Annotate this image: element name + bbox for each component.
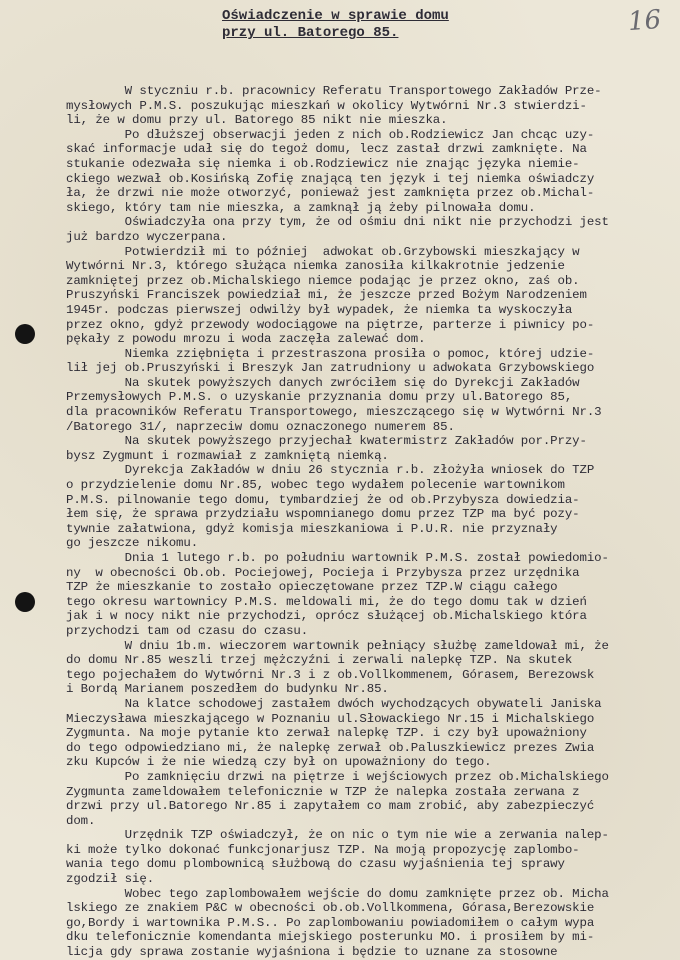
text-line: jak i w nocy nikt nie przychodzi, oprócz służącej ob.Michalskiego która: [66, 609, 587, 624]
punch-hole: [15, 324, 35, 344]
text-line: P.M.S. pilnowanie tego domu, tymbardziej że od ob.Przybysza dowiedzia-: [66, 492, 580, 507]
text-line: Dyrekcja Zakładów w dniu 26 stycznia r.b. złożyła wniosek do TZP: [66, 463, 595, 478]
title-line: Oświadczenie w sprawie domu: [222, 8, 449, 24]
text-line: zgodził się.: [66, 872, 155, 887]
text-line: go,Bordy i wartownika P.M.S.. Po zaplombowaniu powiadomiłem o całym wypa: [66, 915, 595, 930]
text-line: Zygmunta. Na moje pytanie kto zerwał nalepkę TZP. i czy był upoważniony: [66, 726, 587, 741]
text-line: /Batorego 31/, naprzeciw domu oznaczonego numerem 85.: [66, 419, 455, 434]
text-line: go jeszcze nikomu.: [66, 536, 199, 551]
paragraph: [66, 376, 680, 434]
title-line: przy ul. Batorego 85.: [222, 25, 399, 41]
text-line: Na skutek powyższego przyjechał kwatermistrz Zakładów por.Przy-: [66, 434, 587, 449]
paragraph: [66, 128, 680, 216]
paragraph: [66, 770, 680, 828]
text-line: Dnia 1 lutego r.b. po południu wartownik P.M.S. został powiedomio-: [66, 551, 609, 565]
document-body: [66, 84, 680, 960]
text-line: o przydzielenie domu Nr.85, wobec tego wydałem polecenie wartownikom: [66, 478, 565, 493]
paragraph: [66, 245, 680, 347]
paragraph: [66, 887, 680, 960]
paragraph: [66, 639, 680, 697]
text-line: dku telefonicznie komendanta miejskiego posterunku MO. i prosiłem by mi-: [66, 930, 595, 945]
text-line: skać informacje udał się do tegoż domu, lecz zastał drzwi zamknięte. Na: [66, 142, 587, 157]
text-line: łem się, że sprawa przydziału wspomnianego domu przez TZP ma być pozy-: [66, 507, 580, 522]
text-line: Po zamknięciu drzwi na piętrze i wejściowych przez ob.Michalskiego: [66, 769, 609, 784]
text-line: W dniu 1b.m. wieczorem wartownik pełniący służbę zameldował mi, że: [66, 638, 609, 653]
text-line: stukanie odezwała się niemka i ob.Rodziewicz nie znając języka niemie-: [66, 156, 580, 171]
text-line: Oświadczyła ona przy tym, że od ośmiu dni nikt nie przychodzi jest: [66, 215, 609, 230]
text-line: drzwi przy ul.Batorego Nr.85 i zapytałem co mam zrobić, aby zabezpieczyć: [66, 799, 595, 814]
paragraph: [66, 347, 680, 376]
text-line: wania tego domu plombownicą służbową do czasu wyjaśnienia tej sprawy: [66, 857, 565, 872]
paragraph: [66, 215, 680, 244]
text-line: ny w obecności Ob.ob. Pociejowej, Pocieja i Przybysza przez urzędnika: [66, 565, 580, 580]
text-line: już bardzo wyczerpana.: [66, 229, 228, 244]
text-line: 1945r. podczas pierwszej odwilży był wypadek, że niemka ta wyskoczyła: [66, 302, 573, 317]
text-line: Na klatce schodowej zastałem dwóch wychodzących obywateli Janiska: [66, 696, 602, 711]
paragraph: [66, 84, 680, 128]
text-line: Zygmunta zameldowałem telefonicznie w TZP że nalepka została zerwana z: [66, 784, 580, 799]
text-line: Wytwórni Nr.3, którego służąca niemka zanosiła kilkakrotnie jedzenie: [66, 259, 565, 274]
paragraph: [66, 434, 680, 463]
text-line: Niemka zziębnięta i przestraszona prosiła o pomoc, której udzie-: [66, 346, 595, 361]
text-line: ki może tylko dokonać funkcjonarjusz TZP. Na moją propozycję zaplombo-: [66, 842, 580, 857]
text-line: TZP że mieszkanie to zostało opieczętowane przez TZP.W ciągu całego: [66, 580, 558, 595]
text-line: przez okno, gdyż przewody wodociągowe na piętrze, parterze i piwnicy po-: [66, 317, 595, 332]
text-line: dom.: [66, 813, 96, 828]
text-line: licja gdy sprawa zostanie wyjaśniona i będzie to uznane za stosowne: [66, 945, 558, 960]
text-line: lskiego ze znakiem P&C w obecności ob.ob.Vollkommena, Górasa,Berezowskie: [66, 901, 595, 916]
punch-hole: [15, 592, 35, 612]
text-line: Po dłuższej obserwacji jeden z nich ob.Rodziewicz Jan chcąc uzy-: [66, 127, 595, 142]
text-line: mysłowych P.M.S. poszukując mieszkań w okolicy Wytwórni Nr.3 stwierdzi-: [66, 98, 587, 113]
paragraph: [66, 551, 680, 639]
text-line: Mieczysława mieszkającego w Poznaniu ul.Słowackiego Nr.15 i Michalskiego: [66, 711, 595, 726]
document-title: [222, 8, 482, 42]
text-line: tywnie załatwiona, gdyż komisja mieszkaniowa i P.U.R. nie przyznały: [66, 521, 558, 536]
text-line: Potwierdził mi to później adwokat ob.Grzybowski mieszkający w: [66, 244, 580, 259]
text-line: do domu Nr.85 weszli trzej mężczyźni i zerwali nalepkę TZP. Na skutek: [66, 653, 573, 668]
text-line: przychodzi tam od czasu do czasu.: [66, 623, 309, 638]
text-line: ła, że drzwi nie może otworzyć, ponieważ jest zamknięta przez ob.Michal-: [66, 186, 595, 201]
text-line: tego pojechałem do Wytwórni Nr.3 i z ob.Vollkommenem, Górasem, Berezowsk: [66, 667, 595, 682]
text-line: ckiego wezwał ob.Kosińską Zofię znającą ten język i tej niemka oświadczy: [66, 171, 595, 186]
text-line: skiego, który tam nie mieszka, a zamknął ją żeby pilnowała domu.: [66, 200, 536, 215]
text-line: tego okresu wartownicy P.M.S. meldowali mi, że do tego domu tak w dzień: [66, 594, 587, 609]
text-line: pękały z powodu mrozu i woda zaczęła zalewać dom.: [66, 332, 426, 347]
text-line: li, że w domu przy ul. Batorego 85 nikt nie mieszka.: [66, 113, 448, 128]
text-line: zku Kupców i że nie wiedzą czy był on upoważniony do tego.: [66, 755, 492, 770]
handwritten-page-number: 16: [626, 4, 663, 38]
paragraph: [66, 697, 680, 770]
text-line: Na skutek powyższych danych zwróciłem się do Dyrekcji Zakładów: [66, 375, 580, 390]
paragraph: [66, 463, 680, 551]
text-line: W styczniu r.b. pracownicy Referatu Transportowego Zakładów Prze-: [66, 84, 602, 98]
text-line: dla pracowników Referatu Transportowego, mieszczącego się w Wytwórni Nr.3: [66, 405, 602, 420]
paragraph: [66, 828, 680, 886]
text-line: bysz Zygmunt i rozmawiał z zamkniętą niemką.: [66, 448, 389, 463]
text-line: Przemysłowych P.M.S. o uzyskanie przyznania domu przy ul.Batorego 85,: [66, 390, 573, 405]
text-line: Pruszyński Franciszek powiedział mi, że jeszcze przed Bożym Narodzeniem: [66, 288, 587, 303]
text-line: Wobec tego zaplombowałem wejście do domu zamknięte przez ob. Micha: [66, 886, 609, 901]
text-line: lił jej ob.Pruszyński i Breszyk Jan zatrudniony u adwokata Grzybowskiego: [66, 361, 595, 376]
text-line: zamkniętej przez ob.Michalskiego niemce podając je przez okno, zaś ob.: [66, 273, 580, 288]
text-line: Urzędnik TZP oświadczył, że on nic o tym nie wie a zerwania nalep-: [66, 828, 609, 843]
text-line: i Bordą Marianem poszedłem do budynku Nr.85.: [66, 682, 389, 697]
text-line: do tego odpowiedziano mi, że nalepkę zerwał ob.Paluszkiewicz prezes Zwia: [66, 740, 595, 755]
